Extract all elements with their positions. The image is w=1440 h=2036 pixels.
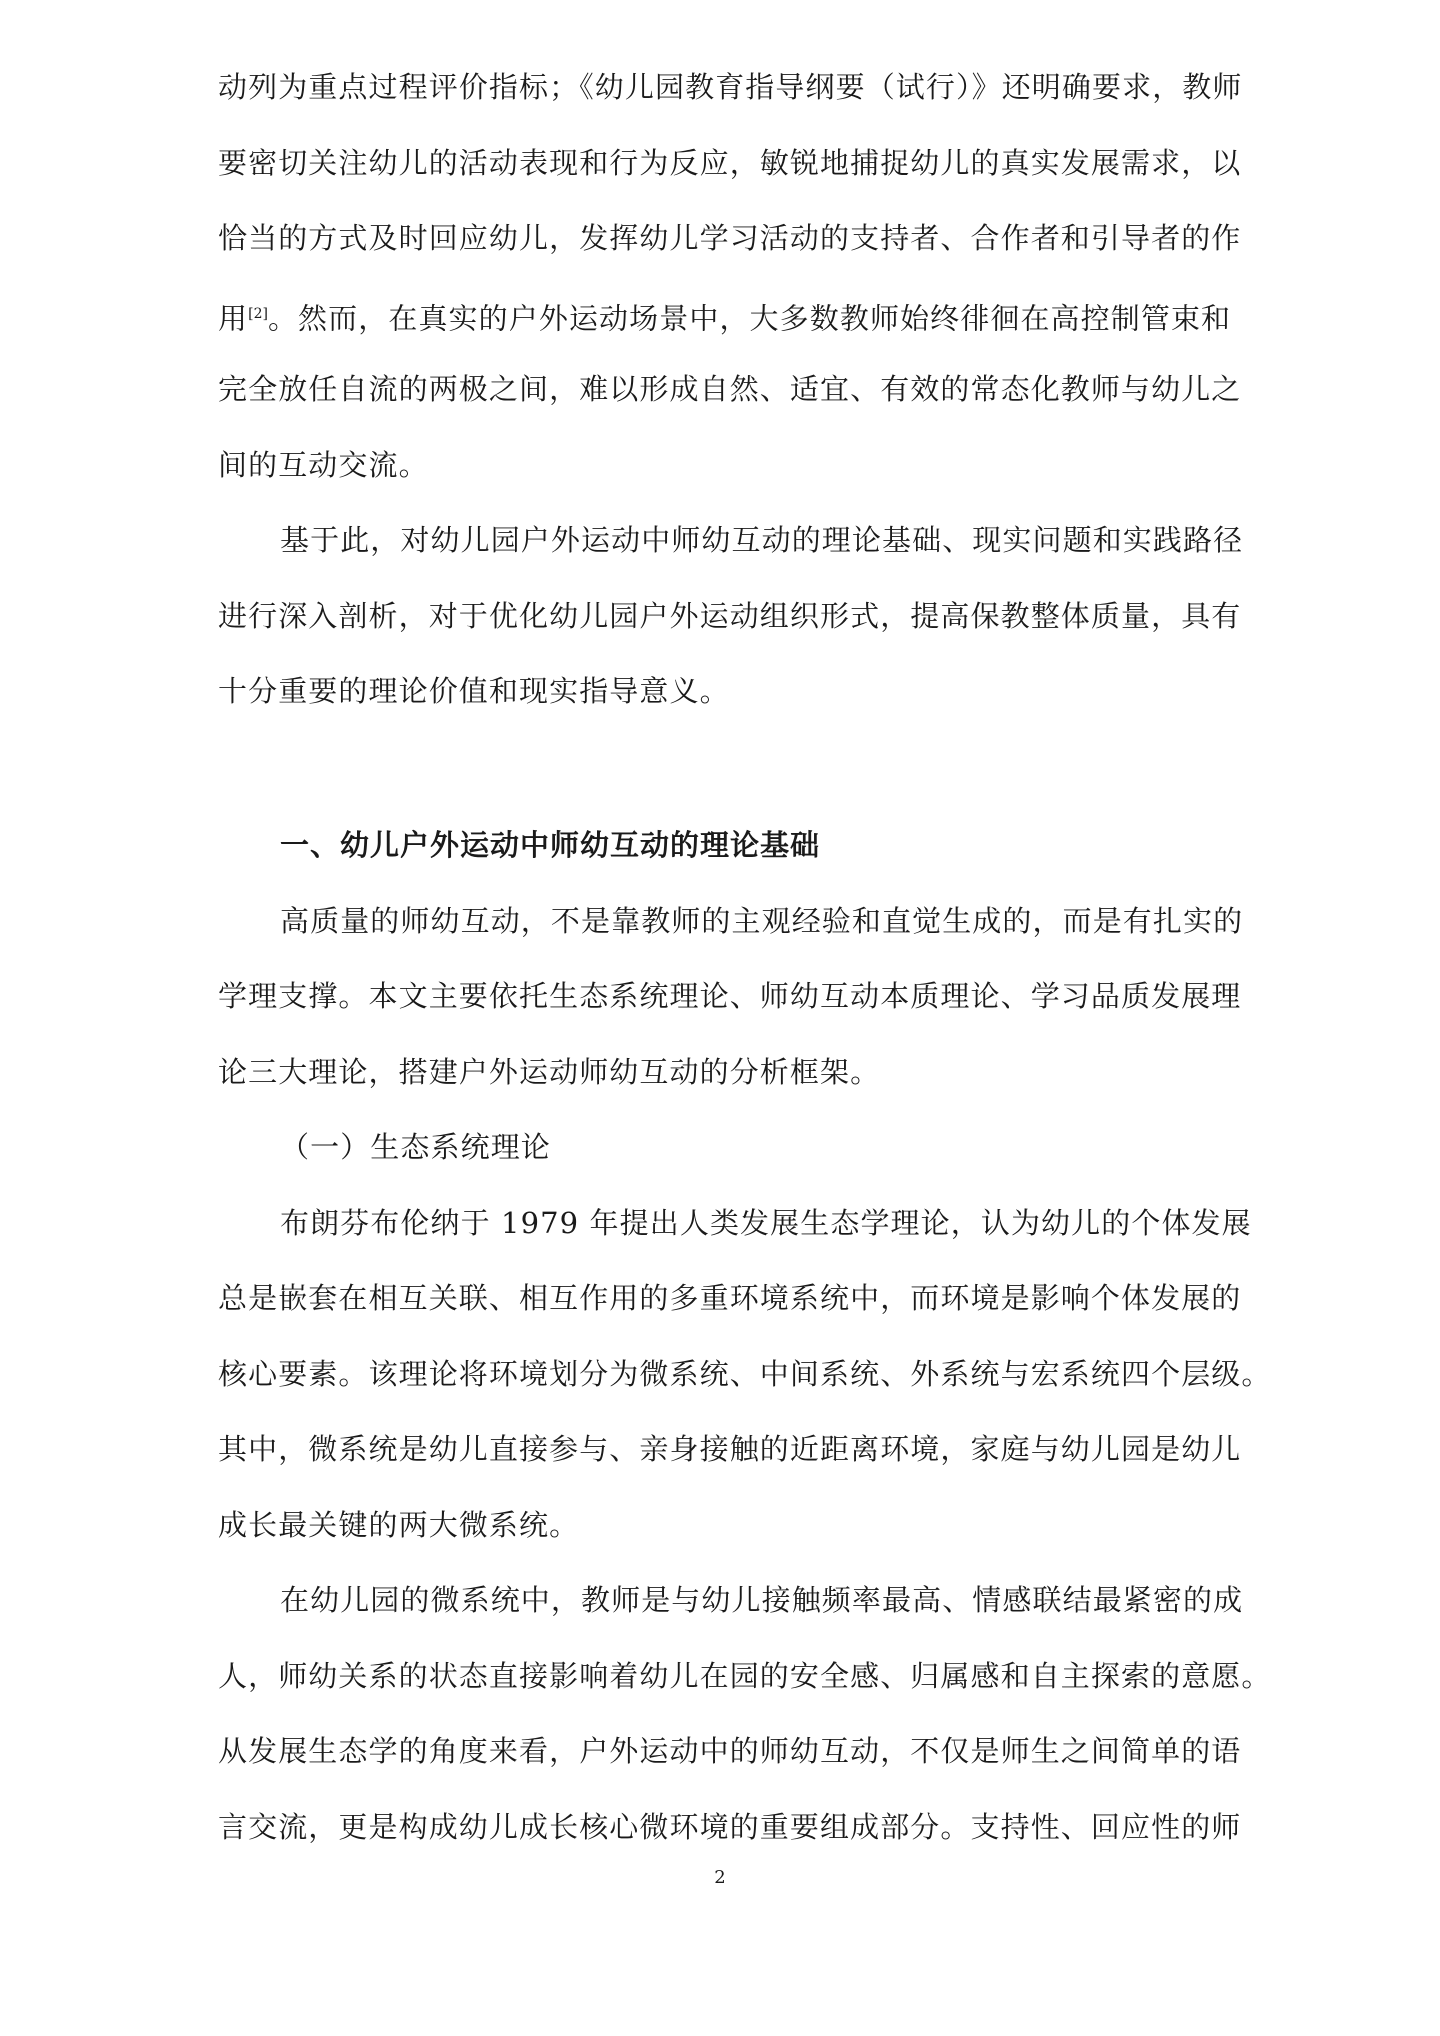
text-line: 言交流，更是构成幼儿成长核心微环境的重要组成部分。支持性、回应性的师: [218, 1810, 1242, 1844]
text-line: 学理支撑。本文主要依托生态系统理论、师幼互动本质理论、学习品质发展理: [218, 979, 1242, 1013]
text-line: 总是嵌套在相互关联、相互作用的多重环境系统中，而环境是影响个体发展的: [218, 1281, 1242, 1315]
text-line-with-citation: [218, 294, 1231, 334]
section-heading: 一、幼儿户外运动中师幼互动的理论基础: [280, 828, 821, 862]
text-fragment: 。然而，在真实的户外运动场景中，大多数教师始终徘徊在高控制管束和: [267, 301, 1232, 336]
text-line: 十分重要的理论价值和现实指导意义。: [218, 674, 730, 708]
text-line: 完全放任自流的两极之间，难以形成自然、适宜、有效的常态化教师与幼儿之: [218, 372, 1242, 406]
paragraph-start-line: 高质量的师幼互动，不是靠教师的主观经验和直觉生成的，而是有扎实的: [280, 904, 1244, 938]
paragraph-start-line: 基于此，对幼儿园户外运动中师幼互动的理论基础、现实问题和实践路径: [280, 523, 1244, 557]
paragraph-start-line: 布朗芬布伦纳于 1979 年提出人类发展生态学理论，认为幼儿的个体发展: [280, 1206, 1252, 1240]
subsection-heading: （一）生态系统理论: [280, 1130, 551, 1164]
text-line: 成长最关键的两大微系统。: [218, 1508, 580, 1542]
text-line: 动列为重点过程评价指标；《幼儿园教育指导纲要（试行）》还明确要求，教师: [218, 70, 1243, 104]
text-line: 间的互动交流。: [218, 448, 429, 482]
paragraph-start-line: 在幼儿园的微系统中，教师是与幼儿接触频率最高、情感联结最紧密的成: [280, 1583, 1244, 1617]
text-line: 人，师幼关系的状态直接影响着幼儿在园的安全感、归属感和自主探索的意愿。: [218, 1659, 1272, 1693]
page-number: 2: [714, 1867, 726, 1888]
text-line: 从发展生态学的角度来看，户外运动中的师幼互动，不仅是师生之间简单的语: [218, 1734, 1242, 1768]
text-line: 恰当的方式及时回应幼儿，发挥幼儿学习活动的支持者、合作者和引导者的作: [218, 221, 1242, 255]
text-fragment: 用: [218, 301, 249, 336]
text-line: 核心要素。该理论将环境划分为微系统、中间系统、外系统与宏系统四个层级。: [218, 1357, 1272, 1391]
text-line: 论三大理论，搭建户外运动师幼互动的分析框架。: [218, 1055, 881, 1089]
citation-marker: [2]: [248, 306, 268, 322]
text-line: 进行深入剖析，对于优化幼儿园户外运动组织形式，提高保教整体质量，具有: [218, 599, 1242, 633]
text-line: 要密切关注幼儿的活动表现和行为反应，敏锐地捕捉幼儿的真实发展需求，以: [218, 146, 1242, 180]
text-line: 其中，微系统是幼儿直接参与、亲身接触的近距离环境，家庭与幼儿园是幼儿: [218, 1432, 1242, 1466]
